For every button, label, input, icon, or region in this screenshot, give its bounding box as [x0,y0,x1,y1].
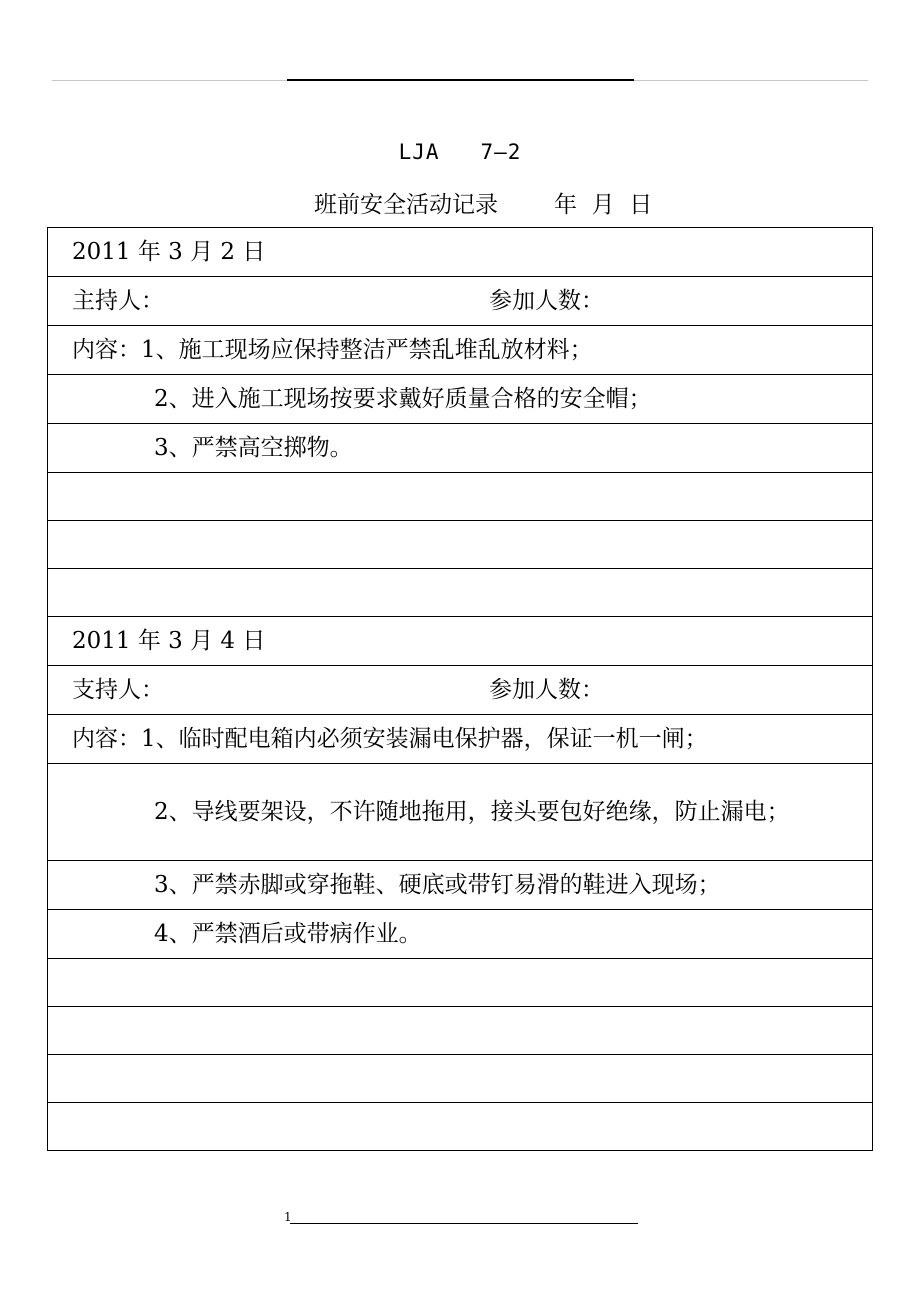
table-row [48,861,873,910]
table-row [48,910,873,959]
host-label: 支持人： [72,677,164,703]
content-intro: 内容：1、临时配电箱内必须安装漏电保护器，保证一机一闸； [48,715,873,764]
header-underline [287,79,634,81]
title-date-placeholder: 年 月 日 [554,192,653,218]
empty-row [48,569,873,617]
content-item: 2、进入施工现场按要求戴好质量合格的安全帽； [48,375,873,424]
record-date: 2011 年 3 月 4 日 [48,617,873,666]
table-row [48,666,873,715]
table-row [48,375,873,424]
host-attendees-row [72,666,872,714]
table-row [48,764,873,861]
table-row [48,617,873,666]
empty-row [48,521,873,569]
table-row [48,228,873,277]
content-item: 2、导线要架设，不许随地拖用，接头要包好绝缘，防止漏电； [48,764,873,861]
host-attendees-row [72,277,872,325]
empty-row [48,1007,873,1055]
page-number: 1 [284,1210,292,1224]
document-title [314,186,652,219]
table-row [48,424,873,473]
activity-record-table [47,227,873,1151]
title-text: 班前安全活动记录 [314,192,498,218]
footer-rule [290,1223,638,1224]
empty-row [48,473,873,521]
content-intro: 内容：1、施工现场应保持整洁严禁乱堆乱放材料； [48,326,873,375]
attendees-label: 参加人数： [489,677,604,703]
content-item: 3、严禁高空掷物。 [48,424,873,473]
table-row [48,715,873,764]
empty-row [48,1103,873,1151]
attendees-label: 参加人数： [489,288,604,314]
record-date: 2011 年 3 月 2 日 [48,228,873,277]
host-label: 主持人： [72,288,164,314]
document-code: LJA 7—2 [398,140,522,164]
content-item: 4、严禁酒后或带病作业。 [48,910,873,959]
empty-row [48,959,873,1007]
empty-row [48,1055,873,1103]
content-item: 3、严禁赤脚或穿拖鞋、硬底或带钉易滑的鞋进入现场； [48,861,873,910]
table-row [48,277,873,326]
table-row [48,326,873,375]
